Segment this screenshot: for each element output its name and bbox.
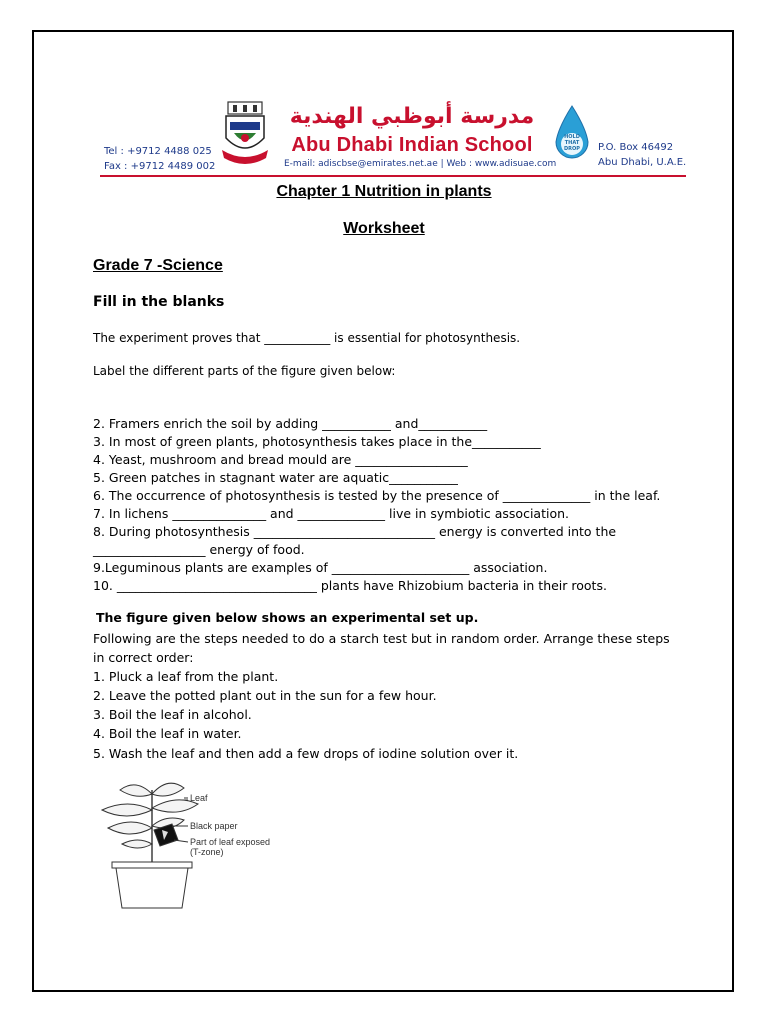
- figure-label-leaf: Leaf: [190, 793, 208, 803]
- grade-heading: Grade 7 -Science: [93, 257, 223, 274]
- question-1: The experiment proves that ___________ is essential for photosynthesis.: [93, 331, 521, 345]
- school-name: Abu Dhabi Indian School: [291, 134, 533, 156]
- list-item: __________________ energy of food.: [93, 542, 305, 557]
- list-item: 5. Green patches in stagnant water are aquatic___________: [93, 470, 458, 485]
- list-item: 8. During photosynthesis _____________________________ energy is converted into the: [93, 524, 617, 539]
- city: Abu Dhabi, U.A.E.: [598, 157, 687, 168]
- list-item: 10. ________________________________ plants have Rhizobium bacteria in their roots.: [93, 578, 607, 593]
- experiment-heading: The figure given below shows an experimental set up.: [96, 610, 479, 625]
- tel-number: Tel : +9712 4488 025: [104, 146, 212, 157]
- label-instruction: Label the different parts of the figure given below:: [93, 364, 396, 378]
- step-3: 3. Boil the leaf in alcohol.: [93, 707, 252, 722]
- step-5: 5. Wash the leaf and then add a few drops of iodine solution over it.: [93, 746, 519, 761]
- water-drop-logo: [552, 104, 592, 166]
- step-4: 4. Boil the leaf in water.: [93, 726, 242, 741]
- list-item: 3. In most of green plants, photosynthesis takes place in the___________: [93, 434, 541, 449]
- list-item: 9.Leguminous plants are examples of ______________________ association.: [93, 560, 548, 575]
- page-title: Chapter 1 Nutrition in plants: [276, 183, 492, 200]
- step-1: 1. Pluck a leaf from the plant.: [93, 669, 279, 684]
- po-box: P.O. Box 46492: [598, 142, 674, 153]
- school-contact: E-mail: adiscbse@emirates.net.ae | Web : www.adisuae.com: [284, 159, 557, 169]
- step-2: 2. Leave the potted plant out in the sun for a few hour.: [93, 688, 437, 703]
- drop-logo-text: HOLD THAT DROP: [564, 134, 580, 152]
- fill-blanks-heading: Fill in the blanks: [93, 294, 225, 310]
- header-divider: [100, 175, 686, 177]
- starch-test-intro: Following are the steps needed to do a starch test but in random order. Arrange these steps in correct order:: [93, 631, 670, 665]
- figure-label-black-paper: Black paper: [190, 821, 238, 831]
- fax-number: Fax : +9712 4489 002: [104, 161, 216, 172]
- figure-label-tzone: (T-zone): [190, 847, 224, 857]
- plant-experiment-figure: [92, 770, 282, 912]
- list-item: 7. In lichens _______________ and ______________ live in symbiotic association.: [93, 506, 570, 521]
- list-item: 6. The occurrence of photosynthesis is tested by the presence of ______________ in the leaf.: [93, 488, 661, 503]
- blanks-list: [93, 415, 660, 595]
- list-item: 4. Yeast, mushroom and bread mould are __________________: [93, 452, 468, 467]
- arabic-school-name: مدرسة أبوظبي الهندية: [289, 104, 535, 129]
- list-item: 2. Framers enrich the soil by adding ___________ and___________: [93, 416, 488, 431]
- worksheet-heading: Worksheet: [343, 220, 425, 237]
- figure-label-exposed: Part of leaf exposed: [190, 837, 271, 847]
- school-crest-logo: [220, 100, 270, 170]
